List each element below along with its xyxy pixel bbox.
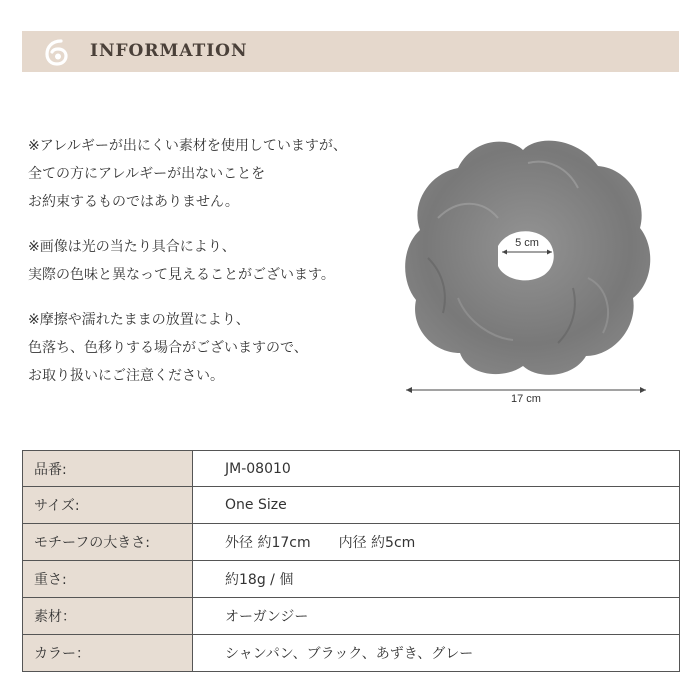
table-row bbox=[23, 598, 680, 635]
inner-diameter-label: 5 cm bbox=[515, 237, 539, 249]
table-row bbox=[23, 524, 680, 561]
table-row bbox=[23, 487, 680, 524]
spec-label: サイズ: bbox=[23, 487, 193, 524]
scrunchie-product-image bbox=[398, 128, 658, 408]
spec-value: オーガンジー bbox=[193, 598, 680, 635]
information-header bbox=[22, 31, 679, 72]
spec-table bbox=[22, 450, 680, 672]
outer-diameter-label: 17 cm bbox=[511, 393, 541, 405]
table-row bbox=[23, 561, 680, 598]
table-row bbox=[23, 635, 680, 672]
spec-label: モチーフの大きさ: bbox=[23, 524, 193, 561]
spec-label: 素材： bbox=[23, 598, 193, 635]
note-line: お取り扱いにご注意ください。 bbox=[28, 368, 224, 384]
note-line: お約束するものではありません。 bbox=[28, 194, 239, 210]
table-row bbox=[23, 451, 680, 487]
note-line: ※摩擦や濡れたままの放置により、 bbox=[28, 312, 250, 328]
spec-value: 外径 約17cm 内径 約5cm bbox=[193, 524, 680, 561]
spec-label: 重さ: bbox=[23, 561, 193, 598]
spec-value: シャンパン、ブラック、あずき、グレー bbox=[193, 635, 680, 672]
spec-value: JM-08010 bbox=[193, 451, 680, 487]
spec-label: カラー： bbox=[23, 635, 193, 672]
note-line: 全ての方にアレルギーが出ないことを bbox=[28, 166, 266, 182]
spec-value: 約18g / 個 bbox=[193, 561, 680, 598]
spec-value: One Size bbox=[193, 487, 680, 524]
care-notes bbox=[28, 132, 408, 390]
spec-label: 品番: bbox=[23, 451, 193, 487]
note-line: ※画像は光の当たり具合により、 bbox=[28, 239, 236, 255]
header-title: INFORMATION bbox=[90, 41, 248, 61]
note-line: 実際の色味と異なって見えることがございます。 bbox=[28, 267, 335, 283]
six-swirl-logo-icon bbox=[42, 37, 72, 67]
note-line: ※アレルギーが出にくい素材を使用していますが、 bbox=[28, 138, 347, 154]
note-line: 色落ち、色移りする場合がございますので、 bbox=[28, 340, 308, 356]
